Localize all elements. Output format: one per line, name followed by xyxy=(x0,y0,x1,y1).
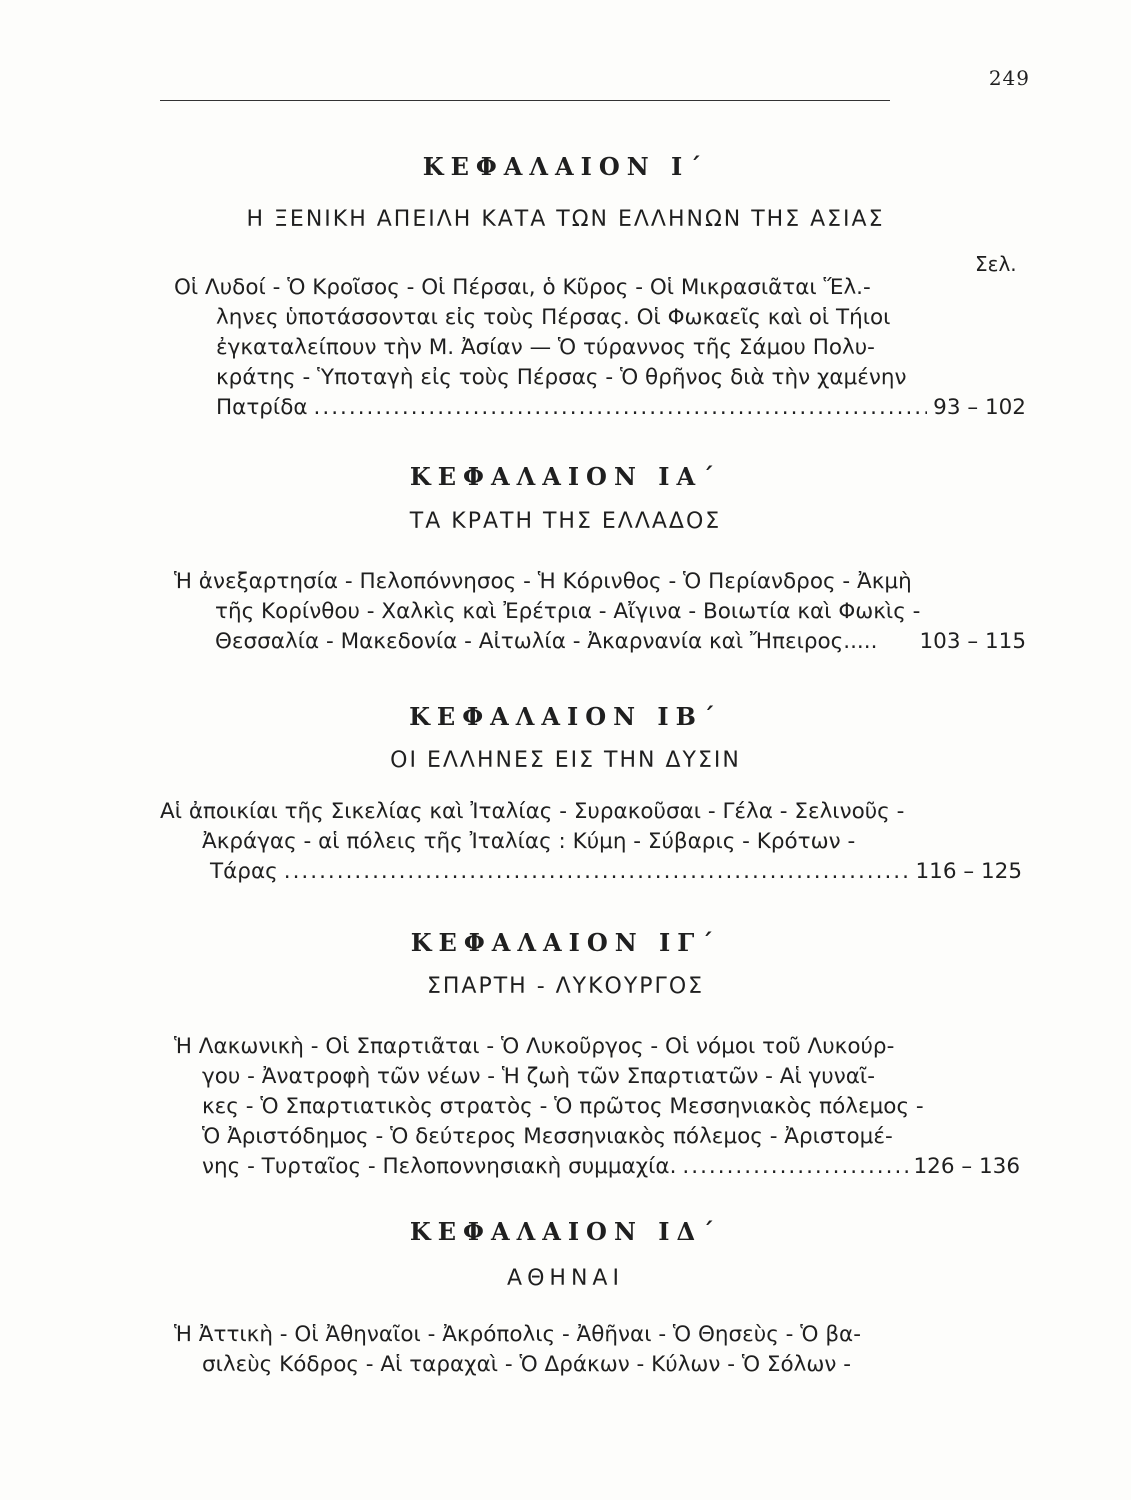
chapter-subtitle: Η ΞΕΝΙΚΗ ΑΠΕΙΛΗ ΚΑΤΑ ΤΩΝ ΕΛΛΗΝΩΝ ΤΗΣ ΑΣΙΑΣ xyxy=(246,207,885,232)
entry-line: νης - Τυρταῖος - Πελοποννησιακὴ συμμαχία. xyxy=(202,1154,677,1179)
entry-line: Θεσσαλία - Μακεδονία - Αἰτωλία - Ἀκαρνανία καὶ Ἤπειρος..... xyxy=(215,629,878,654)
entry-line: σιλεὺς Κόδρος - Αἱ ταραχαὶ - Ὁ Δράκων - Κύλων - Ὁ Σόλων - xyxy=(202,1352,851,1377)
toc-entry xyxy=(160,797,1022,887)
entry-line: κράτης - Ὑποταγὴ εἰς τοὺς Πέρσας - Ὁ θρῆνος διὰ τὴν χαμένην xyxy=(216,365,907,390)
entry-line: Ἀκράγας - αἱ πόλεις τῆς Ἰταλίας : Κύμη - Σύβαρις - Κρότων - xyxy=(202,829,856,854)
page-range: 116 – 125 xyxy=(915,859,1022,884)
chapter-subtitle: ΣΠΑΡΤΗ - ΛΥΚΟΥΡΓΟΣ xyxy=(426,974,705,999)
page-range: 103 – 115 xyxy=(919,629,1026,654)
entry-line: Ἡ Ἀττικὴ - Οἱ Ἀθηναῖοι - Ἀκρόπολις - Ἀθῆναι - Ὁ Θησεὺς - Ὁ βα- xyxy=(174,1322,861,1347)
page-number: 249 xyxy=(988,66,1030,90)
chapter-heading: ΚΕΦΑΛΑΙΟΝ Ι΄ xyxy=(422,152,709,181)
toc-entry xyxy=(160,567,1026,657)
dot-leader xyxy=(284,857,910,887)
entry-line: Ἡ ἀνεξαρτησία - Πελοπόννησος - Ἡ Κόρινθος - Ὁ Περίανδρος - Ἀκμὴ xyxy=(174,569,912,594)
entry-line: Ὁ Ἀριστόδημος - Ὁ δεύτερος Μεσσηνιακὸς πόλεμος - Ἀριστομέ- xyxy=(202,1124,893,1149)
chapter-heading: ΚΕΦΑΛΑΙΟΝ ΙΒ΄ xyxy=(409,702,722,731)
toc-entry xyxy=(174,273,1026,423)
dot-leader xyxy=(314,393,928,423)
chapter-heading: ΚΕΦΑΛΑΙΟΝ ΙΔ΄ xyxy=(409,1217,722,1246)
entry-line: γου - Ἀνατροφὴ τῶν νέων - Ἡ ζωὴ τῶν Σπαρτιατῶν - Αἱ γυναῖ- xyxy=(202,1064,875,1089)
entry-line: ληνες ὑποτάσσονται εἰς τοὺς Πέρσας. Οἱ Φωκαεῖς καὶ οἱ Τήιοι xyxy=(216,305,891,330)
chapter-subtitle: ΤΑ ΚΡΑΤΗ ΤΗΣ ΕΛΛΑΔΟΣ xyxy=(409,509,722,534)
chapter-heading: ΚΕΦΑΛΑΙΟΝ ΙΑ΄ xyxy=(409,462,722,491)
entry-leader-line xyxy=(160,627,1026,657)
toc-entry xyxy=(160,1032,1020,1182)
entry-leader-line xyxy=(160,1152,1020,1182)
chapter-heading: ΚΕΦΑΛΑΙΟΝ ΙΓ΄ xyxy=(410,928,721,957)
page-range: 93 – 102 xyxy=(933,395,1026,420)
dot-leader xyxy=(682,1152,907,1182)
entry-line: κες - Ὁ Σπαρτιατικὸς στρατὸς - Ὁ πρῶτος Μεσσηνιακὸς πόλεμος - xyxy=(202,1094,924,1119)
entry-line: Τάρας xyxy=(210,859,278,884)
toc-entry xyxy=(160,1320,1020,1380)
entry-line: Ἡ Λακωνικὴ - Οἱ Σπαρτιᾶται - Ὁ Λυκοῦργος - Οἱ νόμοι τοῦ Λυκούρ- xyxy=(174,1034,895,1059)
page-range: 126 – 136 xyxy=(913,1154,1020,1179)
entry-leader-line xyxy=(160,857,1022,887)
header-rule xyxy=(160,100,890,101)
chapter-subtitle: ΟΙ ΕΛΛΗΝΕΣ ΕΙΣ ΤΗΝ ΔΥΣΙΝ xyxy=(390,748,741,773)
entry-line: τῆς Κορίνθου - Χαλκὶς καὶ Ἐρέτρια - Αἴγινα - Βοιωτία καὶ Φωκὶς - xyxy=(215,599,921,624)
chapter-subtitle: ΑΘΗΝΑΙ xyxy=(507,1266,624,1291)
entry-line: Αἱ ἀποικίαι τῆς Σικελίας καὶ Ἰταλίας - Συρακοῦσαι - Γέλα - Σελινοῦς - xyxy=(160,799,905,824)
page-column-label: Σελ. xyxy=(975,252,1017,276)
entry-line: Πατρίδα xyxy=(216,395,308,420)
entry-leader-line xyxy=(174,393,1026,423)
entry-line: Οἱ Λυδοί - Ὁ Κροῖσος - Οἱ Πέρσαι, ὁ Κῦρος - Οἱ Μικρασιᾶται Ἕλ.- xyxy=(174,275,871,300)
entry-line: ἐγκαταλείπουν τὴν Μ. Ἀσίαν — Ὁ τύραννος τῆς Σάμου Πολυ- xyxy=(216,335,875,360)
